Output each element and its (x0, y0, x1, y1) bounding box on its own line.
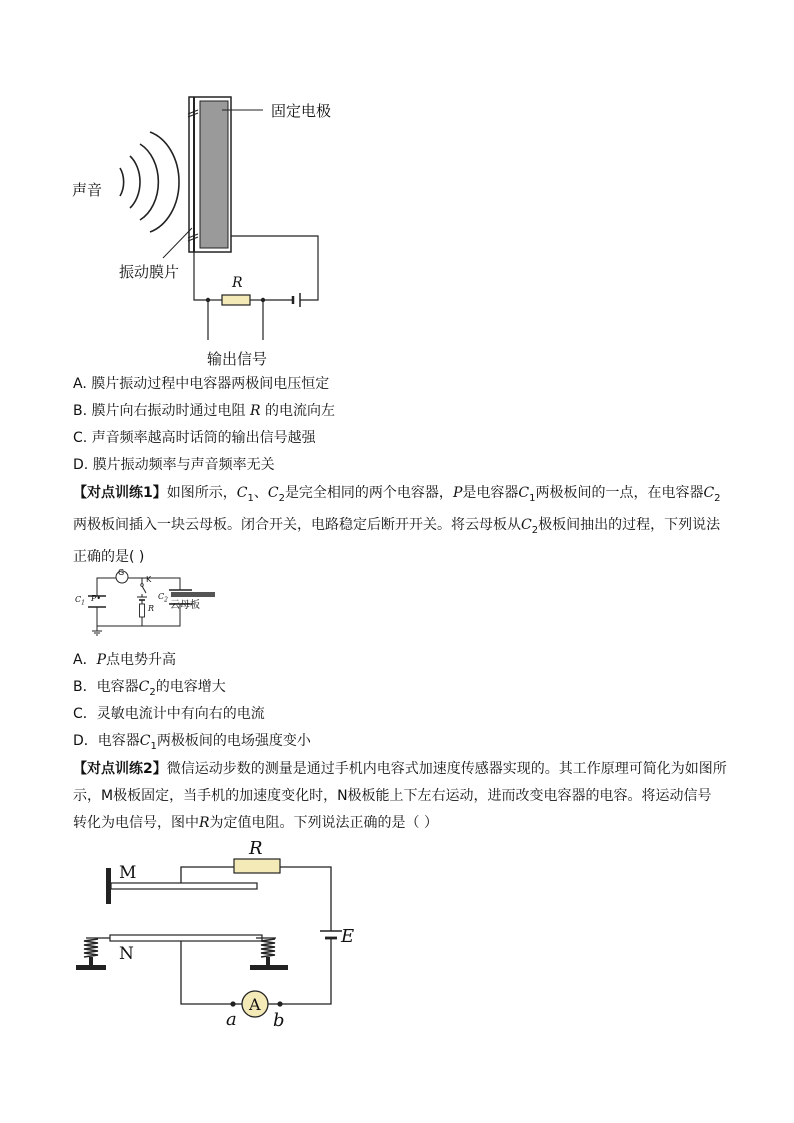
n-plate (110, 935, 262, 941)
label-b: b (273, 1010, 285, 1031)
q1-option-d[interactable] (73, 455, 275, 475)
t1-option-c[interactable]: C．灵敏电流计中有向右的电流 (73, 706, 265, 722)
m-plate (111, 883, 257, 889)
resistor-r (234, 859, 280, 873)
label-diaphragm: 振动膜片 (119, 263, 180, 281)
figure-training2 (70, 838, 370, 1033)
label-p: P• (91, 594, 102, 603)
option-letter: A. (73, 376, 87, 392)
training2-stem: 【对点训练2】微信运动步数的测量是通过手机内电容式加速度传感器实现的。其工作原理可简化为如图所 示，M极板固定，当手机的加速度变化时，N极板能上下左右运动，进而改变电容器的电容。将运动信号 转化为电信号，图中R为定值电阻。下列说法正确的是（ ） (73, 761, 727, 831)
option-letter: D. (73, 457, 89, 473)
resistor-r (222, 295, 250, 305)
q1-option-a[interactable] (73, 374, 329, 394)
option-text: 声音频率越高时话筒的输出信号越强 (91, 430, 316, 446)
t1-option-d[interactable]: D．电容器$C_1$两极板间的电场强度变小 (73, 733, 311, 752)
microphone-diagram (60, 88, 360, 373)
q1-option-b[interactable] (73, 401, 335, 421)
label-c1: $C_1$ (75, 595, 85, 607)
training-tag: 【对点训练2】 (73, 761, 167, 777)
t1-option-b[interactable]: B．电容器$C_2$的电容增大 (73, 679, 226, 698)
label-e: E (341, 926, 355, 947)
label-m: M (119, 863, 137, 883)
training1-stem: 【对点训练1】如图所示，$C_1$、$C_2$是完全相同的两个电容器，P是电容器$C_1$两极板间的一点，在电容器$C_2$ 两极板间插入一块云母板。闭合开关，电路稳定后断开开关。将云母板从$C_2$极板间抽出的过程，下列说法 正确的是( ) (73, 485, 721, 565)
t1-option-a[interactable]: A．P点电势升高 (73, 652, 176, 668)
label-r: R (148, 604, 155, 613)
label-resistor-r: R (232, 275, 243, 291)
label-g: G (118, 568, 125, 577)
label-r: R (249, 838, 263, 859)
label-mica: 云母板 (170, 600, 200, 611)
option-text: 膜片振动频率与声音频率无关 (92, 457, 275, 473)
figure-training1 (70, 566, 220, 638)
option-letter: B. (73, 403, 88, 419)
m-wall (106, 868, 111, 904)
label-a: a (226, 1009, 237, 1030)
q1-option-c[interactable] (73, 428, 316, 448)
label-n: N (119, 944, 134, 964)
fixed-electrode (200, 101, 228, 248)
label-k: K (146, 575, 152, 584)
option-text: 膜片振动过程中电容器两极间电压恒定 (91, 376, 330, 392)
training-tag: 【对点训练1】 (73, 485, 167, 501)
option-variable: R (249, 403, 261, 419)
option-text: 膜片向右振动时通过电阻 (91, 403, 246, 419)
training2-circuit (70, 838, 370, 1033)
option-letter: C. (73, 430, 88, 446)
label-fixed-electrode: 固定电极 (271, 102, 332, 120)
figure-microphone (60, 88, 360, 373)
label-c2: $C_2$ (158, 592, 168, 604)
label-output-signal: 输出信号 (207, 350, 268, 368)
label-ammeter: A (249, 995, 261, 1014)
label-sound: 声音 (72, 181, 103, 199)
option-text: 的电流向左 (264, 403, 335, 419)
